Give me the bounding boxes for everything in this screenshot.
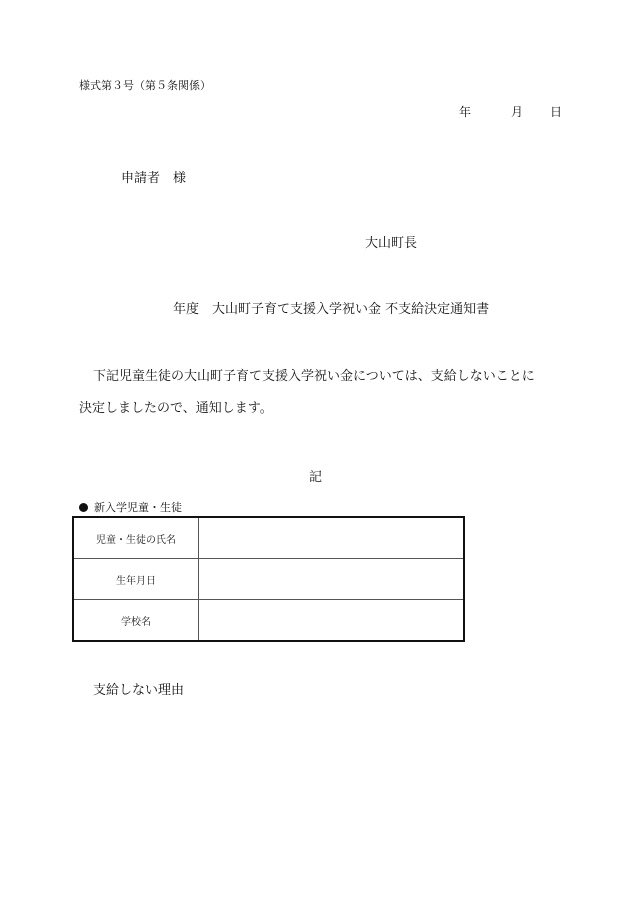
date-day: 日	[550, 105, 563, 119]
form-number: 様式第３号（第５条関係）	[79, 79, 211, 92]
name-label: 児童・生徒の氏名	[73, 517, 199, 559]
document-title: 年度 大山町子育て支援入学祝い金 不支給決定通知書	[173, 302, 490, 317]
issuer: 大山町長	[365, 236, 418, 251]
bullet-icon	[79, 503, 88, 512]
date-year: 年	[459, 105, 472, 119]
reason-label: 支給しない理由	[93, 683, 185, 698]
ki-heading: 記	[309, 470, 323, 485]
school-value-field[interactable]	[199, 600, 465, 642]
school-label: 学校名	[73, 600, 199, 642]
body-text-line-2: 決定しましたので、通知します。	[79, 401, 273, 416]
table-row	[73, 517, 464, 559]
date-month: 月	[511, 105, 524, 119]
section-heading-label: 新入学児童・生徒	[94, 501, 182, 514]
date-line	[459, 106, 562, 118]
table-row	[73, 559, 464, 600]
name-value-field[interactable]	[199, 517, 465, 559]
addressee: 申請者 様	[121, 171, 187, 186]
section-heading	[79, 502, 182, 513]
birthdate-label: 生年月日	[73, 559, 199, 600]
birthdate-value-field[interactable]	[199, 559, 465, 600]
body-text-line-1: 下記児童生徒の大山町子育て支援入学祝い金については、支給しないことに	[93, 369, 535, 384]
student-info-table	[72, 516, 465, 642]
table-row	[73, 600, 464, 642]
